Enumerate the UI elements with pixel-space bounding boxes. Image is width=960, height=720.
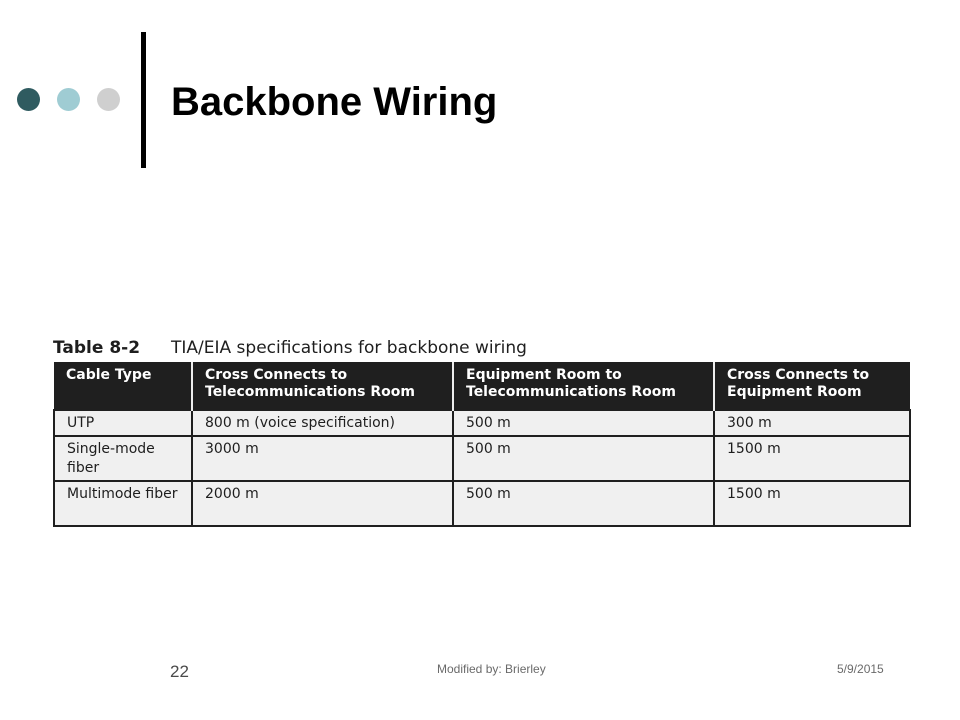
cell-equipment-telecom: 500 m <box>453 410 714 436</box>
table-caption-number: Table 8-2 <box>53 338 141 358</box>
cell-cross-connects-equipment: 1500 m <box>714 436 910 481</box>
cell-cross-connects-telecom: 3000 m <box>192 436 453 481</box>
footer-modified-by: Modified by: Brierley <box>437 662 546 676</box>
header-cross-connects-to-equipment-room: Cross Connects to Equipment Room <box>714 362 910 410</box>
decorative-dot-gray <box>97 88 120 111</box>
table-caption-text: TIA/EIA specifications for backbone wiring <box>171 338 527 358</box>
backbone-spec-table <box>53 362 911 527</box>
cell-cross-connects-telecom: 2000 m <box>192 481 453 526</box>
cell-equipment-telecom: 500 m <box>453 436 714 481</box>
cell-cable-type: UTP <box>54 410 192 436</box>
decorative-dot-teal <box>57 88 80 111</box>
slide-number: 22 <box>170 662 189 681</box>
cell-equipment-telecom: 500 m <box>453 481 714 526</box>
table-header-row <box>54 362 910 410</box>
footer-date: 5/9/2015 <box>837 662 884 676</box>
table-row <box>54 481 910 526</box>
header-equipment-room-to-telecom-room: Equipment Room to Telecommunications Room <box>453 362 714 410</box>
table-row <box>54 410 910 436</box>
table-figure <box>51 334 909 527</box>
header-cable-type: Cable Type <box>54 362 192 410</box>
decorative-dot-dark <box>17 88 40 111</box>
title-divider-bar <box>141 32 146 168</box>
cell-cross-connects-equipment: 1500 m <box>714 481 910 526</box>
cell-cable-type: Single-mode fiber <box>54 436 192 481</box>
header-cross-connects-to-telecom-room: Cross Connects to Telecommunications Room <box>192 362 453 410</box>
slide-title: Backbone Wiring <box>171 80 498 124</box>
table-row <box>54 436 910 481</box>
cell-cross-connects-telecom: 800 m (voice specification) <box>192 410 453 436</box>
cell-cross-connects-equipment: 300 m <box>714 410 910 436</box>
table-caption <box>51 334 909 362</box>
cell-cable-type: Multimode fiber <box>54 481 192 526</box>
